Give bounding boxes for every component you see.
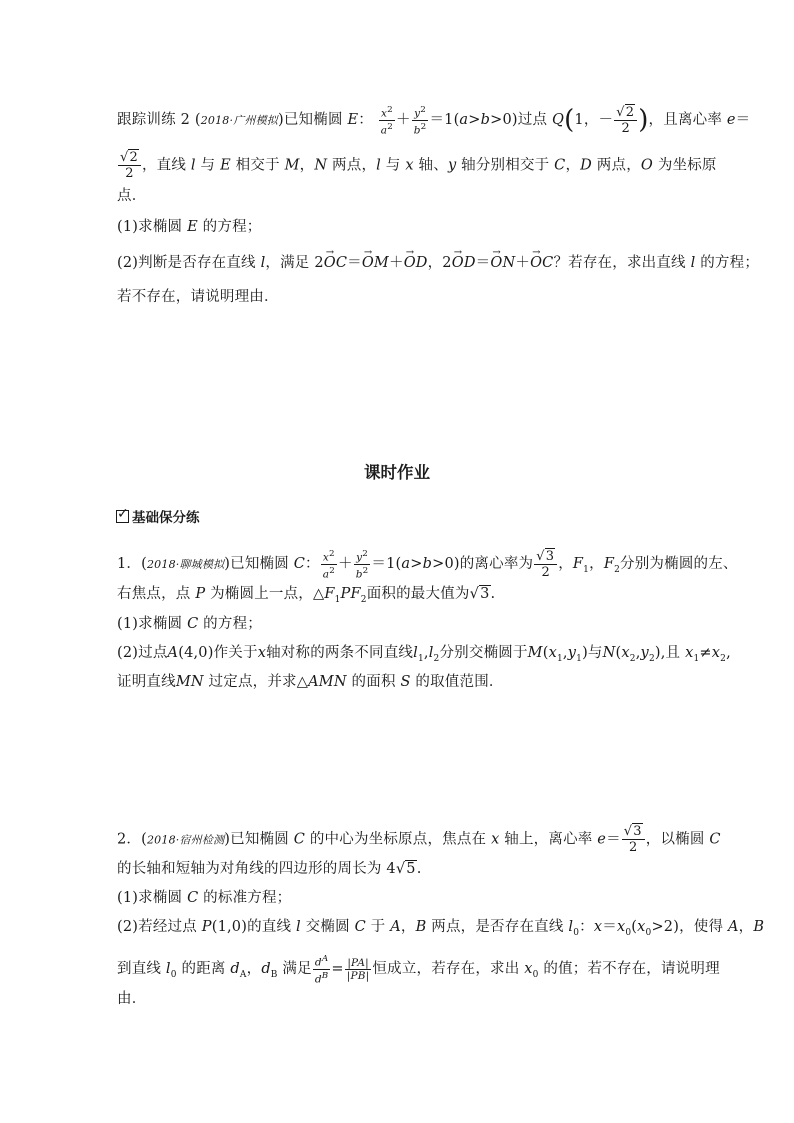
text: ＝	[735, 112, 751, 128]
fraction-x2-a2: $\frac{x^2}{a^2}$	[380, 105, 394, 136]
problem-1-line-2: 右焦点，点 P 为椭圆上一点，$\triangle F_1PF_2$面积的最大值为√3.	[117, 586, 496, 605]
problem-2-question-2-end: 由．	[117, 991, 147, 1007]
text: )已知椭圆	[278, 112, 348, 128]
fraction-sqrt2-2: $\frac{√2}{2}$	[118, 150, 141, 181]
source-tag: 2018·聊城模拟	[146, 558, 225, 571]
var: a	[459, 112, 469, 128]
sqrt-5: √5	[395, 861, 416, 877]
fraction-x2-a2: $\frac{x^2}{a^2}$	[322, 549, 335, 580]
subsection-heading	[116, 509, 200, 527]
exercise-question-2-cont: 若不存在，请说明理由．	[117, 289, 279, 305]
plus: ＋	[396, 112, 411, 128]
problem-1-question-2-cont: 证明直线MN 过定点，并求△AMN 的面积 S 的取值范围．	[117, 674, 504, 690]
exercise-line-2: $\frac{√2}{2}$ ，直线 l 与 E 相交于 M，N 两点，l 与 x 轴、y 轴分别相交于 C，D 两点，O 为坐标原	[120, 150, 717, 181]
problem-2-line-2: 的长轴和短轴为对角线的四边形的周长为 4√5.	[117, 861, 422, 877]
fraction-dA-dB: $\frac{d^A}{d^B}$	[314, 954, 329, 985]
problem-1-line-1: 1．(2018·聊城模拟)已知椭圆 C： $\frac{x^2}{a^2}$ ＋ $\frac{y^2}{b^2}$ ＝1(a>b>0)的离心率为 $\frac{√3}{2}$ ，$F_1$，$F_2$分别为椭圆的左、	[117, 548, 738, 580]
text: 跟踪训练 2 (	[117, 112, 201, 128]
checkbox-icon	[116, 510, 129, 523]
problem-2-question-1: (1)求椭圆 C 的标准方程；	[117, 890, 292, 906]
fraction-y2-b2: $\frac{y^2}{b^2}$	[355, 549, 369, 580]
var: b	[480, 112, 491, 128]
text: ＝1(	[429, 112, 460, 128]
sqrt-3: √3	[469, 586, 490, 602]
vector-OM: → OM	[362, 253, 389, 273]
fraction-PA-PB: $\frac{|PA|}{|PB|}$	[346, 956, 370, 982]
var: E	[347, 112, 359, 128]
subsection-label: 基础保分练	[132, 510, 200, 526]
fraction-sqrt2-2: $\frac{√2}{2}$	[614, 105, 637, 136]
var: e	[726, 112, 736, 128]
vector-OC: → OC	[324, 253, 347, 273]
problem-1-question-1: (1)求椭圆 C 的方程；	[117, 616, 262, 632]
fraction-y2-b2: $\frac{y^2}{b^2}$	[413, 105, 427, 136]
problem-2-question-2-cont: 到直线 $l_0$ 的距离 $d_A$，$d_B$ 满足 $\frac{d^A}{d^B}$ = $\frac{|PA|}{|PB|}$ 恒成立，若存在，求出 $x_0$ 的值；若不存在，请说明理	[117, 954, 720, 985]
text: ，且离心率	[648, 112, 727, 128]
exercise-question-1: (1)求椭圆 E 的方程；	[117, 219, 262, 235]
vector-OD: → OD	[452, 253, 476, 273]
text: >0)过点	[490, 112, 552, 128]
text: ：	[358, 112, 373, 128]
source-tag: 2018·宿州检测	[146, 833, 225, 847]
problem-1-question-2: (2)过点A(4,0)作关于x轴对称的两条不同直线$l_1,l_2$分别交椭圆于$M(x_1,y_1)$与$N(x_2,y_2)$,且 $x_1\ne x_2$,	[117, 645, 731, 664]
exercise-question-2: (2)判断是否存在直线 l，满足 2→ OC＝→ OM＋→ OD，2→ OD＝→ ON＋→ OC？若存在，求出直线 l 的方程；	[117, 253, 759, 273]
problem-2-line-1: 2．(2018·宿州检测)已知椭圆 C 的中心为坐标原点，焦点在 x 轴上，离心率 e＝ $\frac{√3}{2}$ ，以椭圆 C	[117, 824, 721, 855]
source-tag: 2018·广州模拟	[200, 114, 278, 127]
exercise-line-3: 点．	[117, 188, 147, 204]
section-title: 课时作业	[364, 463, 430, 482]
exercise-line-1: 跟踪训练 2 (2018·广州模拟)已知椭圆 E： $\frac{x^2}{a^2}$ ＋ $\frac{y^2}{b^2}$ ＝1(a>b>0)过点 Q(1，－ $\frac{√2}{2}$ )，且离心率 e＝	[117, 104, 751, 136]
vector-OD: → OD	[404, 253, 428, 273]
vector-OC: → OC	[530, 253, 553, 273]
var: Q	[551, 112, 565, 128]
text: 1，－	[574, 112, 614, 128]
problem-2-question-2: (2)若经过点 P(1,0)的直线 l 交椭圆 C 于 A，B 两点，是否存在直线 $l_0$：$x=x_0(x_0>2)$，使得 A，B	[117, 919, 765, 938]
fraction-sqrt3-2: $\frac{√3}{2}$	[534, 549, 557, 580]
vector-ON: → ON	[490, 253, 515, 273]
fraction-sqrt3-2: $\frac{√3}{2}$	[622, 824, 645, 855]
